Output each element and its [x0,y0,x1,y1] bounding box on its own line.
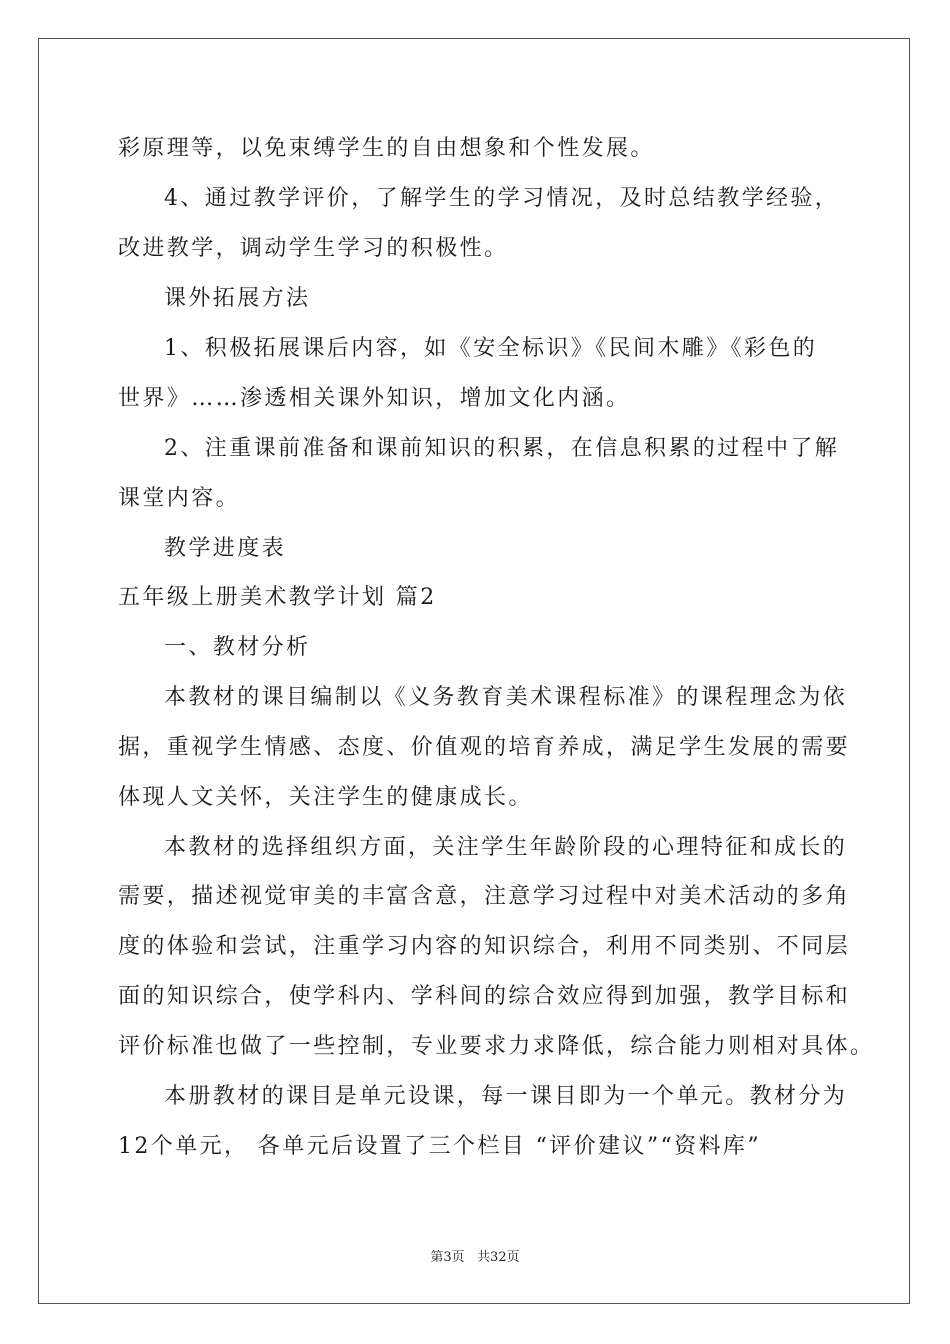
text-line: 彩原理等，以免束缚学生的自由想象和个性发展。 [118,136,655,161]
text-line: 本教材的课目编制以《义务教育美术课程标准》的课程理念为依 [164,685,848,710]
section-heading: 教学进度表 [164,536,287,561]
text-line: 世界》……渗透相关课外知识，增加文化内涵。 [118,386,631,411]
text-line: 据，重视学生情感、态度、价值观的培育养成，满足学生发展的需要 [118,735,851,760]
text-line: 评价标准也做了一些控制，专业要求力求降低，综合能力则相对具体。 [118,1034,875,1059]
text-line: 需要，描述视觉审美的丰富含意，注意学习过程中对美术活动的多角 [118,884,851,909]
section-heading: 课外拓展方法 [164,286,311,311]
text-line: 4、通过教学评价，了解学生的学习情况，及时总结教学经验， [164,186,840,211]
text-line: 本册教材的课目是单元设课，每一课目即为一个单元。教材分为 [164,1084,848,1109]
text-line: 改进教学，调动学生学习的积极性。 [118,236,509,261]
text-line: 度的体验和尝试，注重学习内容的知识综合，利用不同类别、不同层 [118,934,851,959]
page-number: 第3页 共32页 [430,1250,520,1265]
text-line: 体现人文关怀，关注学生的健康成长。 [118,785,533,810]
text-line: 1、积极拓展课后内容，如《安全标识》《民间木雕》《彩色的 [164,336,818,361]
text-line: 2、注重课前准备和课前知识的积累，在信息积累的过程中了解 [164,436,840,461]
text-line: 12个单元， 各单元后设置了三个栏目 “评价建议”“资料库” [118,1134,761,1159]
document-title: 五年级上册美术教学计划 篇2 [118,585,437,610]
text-line: 面的知识综合，使学科内、学科间的综合效应得到加强，教学目标和 [118,984,851,1009]
section-heading: 一、教材分析 [164,635,311,660]
text-line: 本教材的选择组织方面，关注学生年龄阶段的心理特征和成长的 [164,835,848,860]
page-border [38,38,910,1304]
text-line: 课堂内容。 [118,486,241,511]
